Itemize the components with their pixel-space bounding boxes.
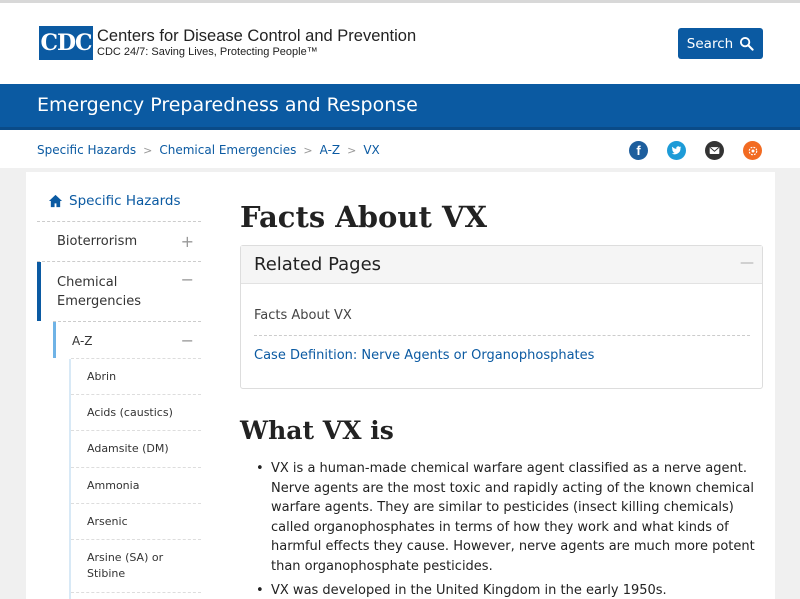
nav-divider (71, 430, 201, 431)
nav-item-a-z[interactable]: A-Z (72, 334, 93, 348)
bullet-list (256, 459, 766, 599)
site-banner (0, 84, 800, 130)
site-header (0, 3, 800, 84)
nav-subitem-acids[interactable]: Acids (caustics) (87, 406, 173, 419)
nav-item-label: Bioterrorism (57, 234, 138, 249)
expand-plus-icon[interactable]: + (180, 232, 194, 251)
nav-divider (71, 592, 201, 593)
breadcrumb-separator: > (143, 143, 153, 157)
nav-item-chemical-emergencies[interactable]: Chemical Emergencies (57, 275, 142, 309)
related-item-link[interactable]: Case Definition: Nerve Agents or Organophosphates (254, 348, 595, 363)
nav-subitem-ammonia[interactable]: Ammonia (87, 479, 140, 492)
home-icon (48, 194, 63, 208)
facebook-icon[interactable]: f (629, 141, 648, 160)
nav-divider (71, 503, 201, 504)
breadcrumb-separator: > (303, 143, 313, 157)
banner-title[interactable]: Emergency Preparedness and Response (37, 94, 418, 116)
nav-divider (37, 261, 201, 262)
email-icon[interactable] (705, 141, 724, 160)
collapse-minus-icon[interactable]: − (180, 270, 194, 289)
page-title: Facts About VX (240, 200, 487, 234)
rss-icon[interactable] (743, 141, 762, 160)
org-tagline: CDC 24/7: Saving Lives, Protecting People™ (97, 46, 318, 58)
related-pages-header[interactable] (241, 246, 762, 284)
nav-divider (37, 221, 201, 222)
bullet-item: • VX was developed in the United Kingdom in the early 1950s. (256, 581, 766, 599)
breadcrumb-specific-hazards[interactable]: Specific Hazards (37, 143, 137, 157)
bullet-item: • VX is a human-made chemical warfare agent classified as a nerve agent. Nerve agents are the most toxic and rapidly acting of the known chemical warfare agents. They are similar to pesticides (insect killing chemicals) called organophosphates in terms of how they work and what kinds of harmful effects they cause. However, nerve agents are much more potent than organophosphate pesticides. (256, 459, 766, 577)
nav-divider (71, 358, 201, 359)
nav-subitem-arsenic[interactable]: Arsenic (87, 515, 128, 528)
nav-divider (71, 539, 201, 540)
collapse-minus-icon[interactable]: − (180, 331, 194, 350)
nav-divider (71, 394, 201, 395)
search-icon (739, 36, 754, 51)
nav-subitem-abrin[interactable]: Abrin (87, 370, 117, 383)
subnav-indicator (69, 359, 71, 599)
search-button-label: Search (686, 35, 734, 52)
active-section-indicator (37, 262, 41, 321)
collapse-icon[interactable]: — (740, 255, 754, 271)
section-heading: What VX is (240, 416, 394, 445)
nav-subitem-adamsite[interactable]: Adamsite (DM) (87, 442, 169, 455)
related-item-current: Facts About VX (254, 308, 352, 323)
org-name[interactable]: Centers for Disease Control and Prevention (97, 27, 417, 45)
breadcrumb-vx[interactable]: VX (363, 143, 380, 157)
nav-divider (71, 467, 201, 468)
related-divider (254, 335, 750, 336)
social-share (629, 141, 762, 160)
nav-divider (53, 321, 201, 322)
breadcrumb-a-z[interactable]: A-Z (319, 143, 341, 157)
breadcrumb-separator: > (347, 143, 357, 157)
search-button[interactable] (678, 28, 763, 59)
nav-item-bioterrorism[interactable] (57, 234, 201, 249)
cdc-logo[interactable]: CDC (39, 26, 93, 60)
breadcrumb (37, 143, 380, 157)
related-pages-title: Related Pages (254, 254, 382, 275)
twitter-icon[interactable] (667, 141, 686, 160)
related-pages-box (240, 245, 763, 389)
nav-home-specific-hazards[interactable] (48, 193, 181, 209)
nav-home-label: Specific Hazards (69, 193, 181, 209)
breadcrumb-chemical-emergencies[interactable]: Chemical Emergencies (159, 143, 297, 157)
nav-subitem-arsine[interactable]: Arsine (SA) or Stibine (87, 551, 164, 580)
active-subsection-indicator (53, 322, 56, 358)
